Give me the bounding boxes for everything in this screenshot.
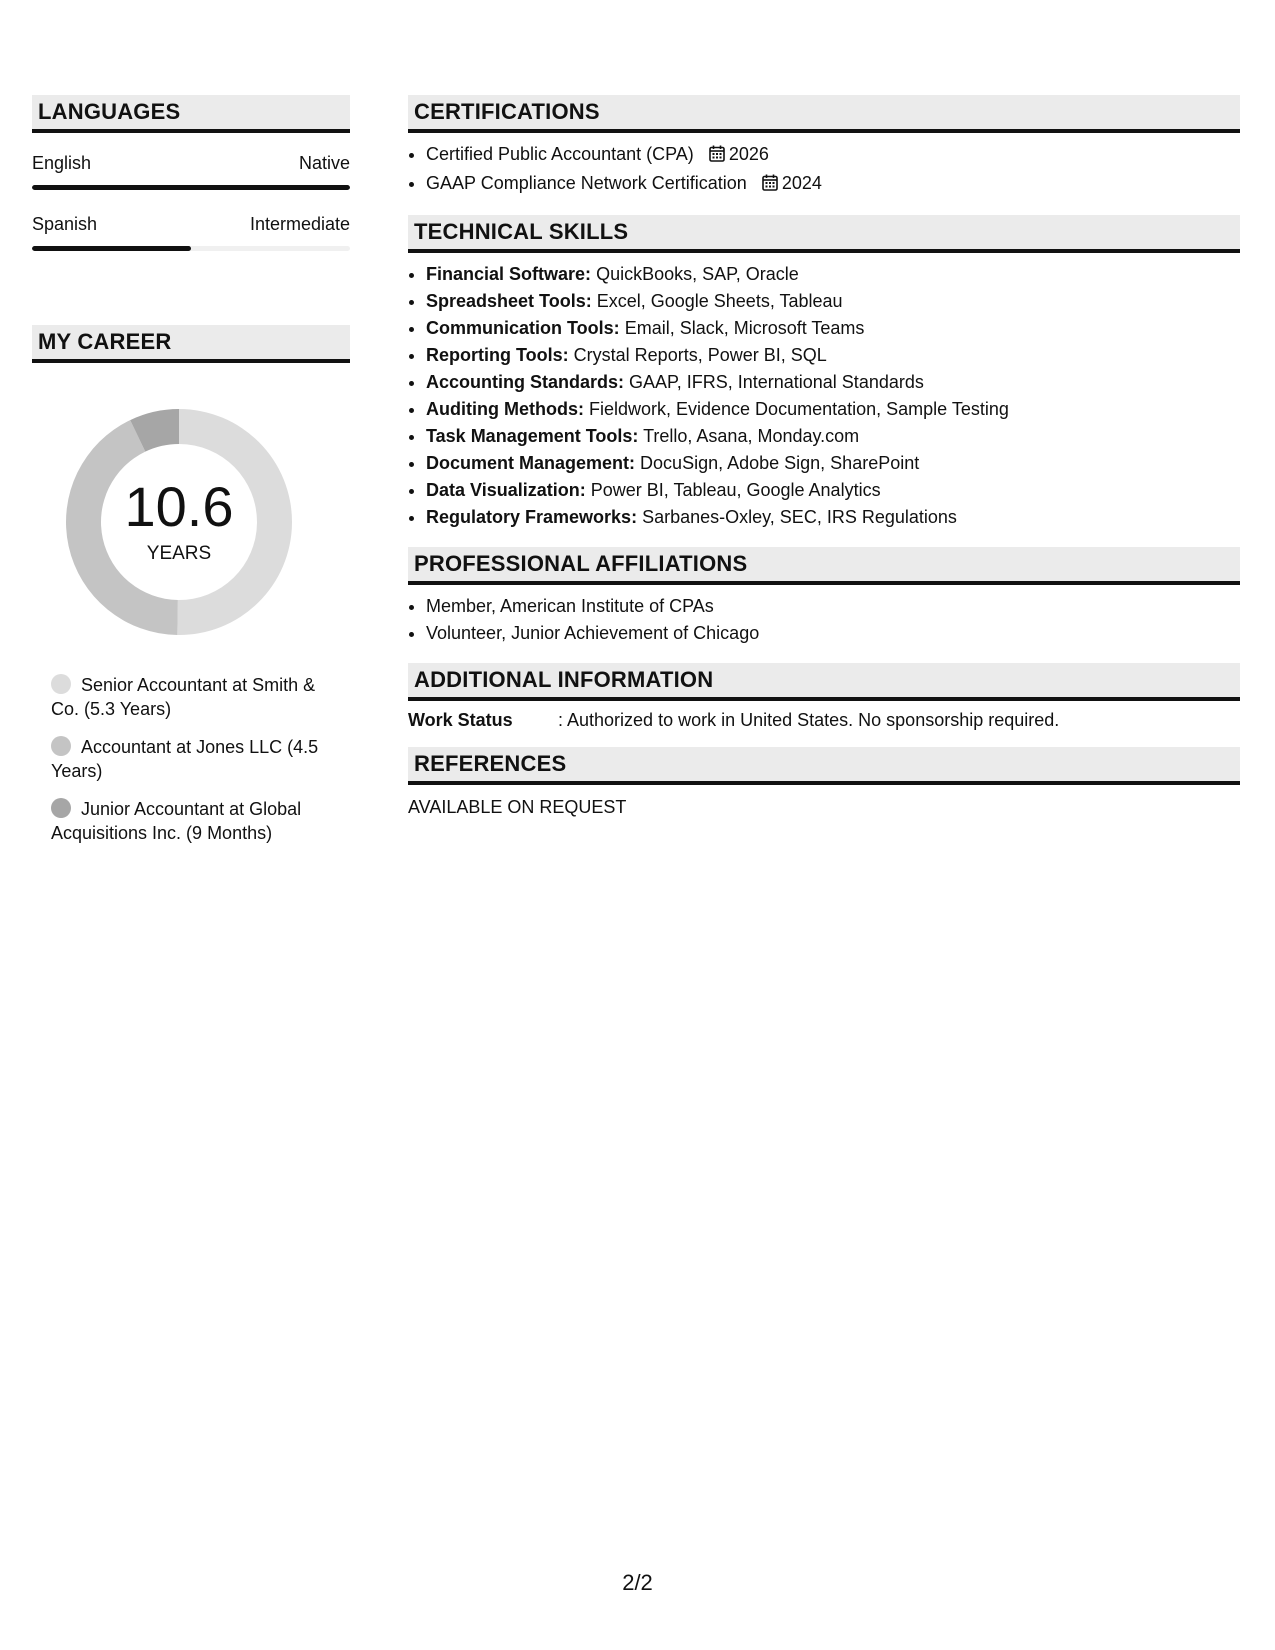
references-text: AVAILABLE ON REQUEST: [408, 797, 627, 817]
certification-name: Certified Public Accountant (CPA): [426, 144, 694, 164]
page-number: 2/2: [622, 1570, 653, 1595]
language-proficiency-bar: [32, 246, 350, 251]
skill-label: Data Visualization:: [426, 480, 586, 500]
certification-item: [426, 141, 1240, 170]
affiliation-item: • Volunteer, Junior Achievement of Chicago: [426, 620, 1240, 647]
certification-year: 2024: [781, 173, 822, 193]
skill-value: Crystal Reports, Power BI, SQL: [573, 345, 827, 365]
skill-value: Fieldwork, Evidence Documentation, Sample Testing: [588, 399, 1009, 419]
skill-item: [426, 261, 1240, 288]
skill-label: Regulatory Frameworks:: [426, 507, 638, 527]
career-header: MY CAREER: [32, 325, 350, 363]
career-role-label: Senior Accountant at Smith & Co. (5.3 Years): [51, 675, 316, 719]
skill-item: [426, 369, 1240, 396]
certifications-list: [408, 141, 1240, 199]
work-status-row: [408, 710, 1240, 731]
languages-list: [32, 153, 350, 251]
certifications-header: CERTIFICATIONS: [408, 95, 1240, 133]
affiliations-list: [408, 593, 1240, 647]
legend-swatch-icon: [51, 736, 71, 756]
skill-label: Document Management:: [426, 453, 636, 473]
skill-item: [426, 315, 1240, 342]
skill-item: [426, 342, 1240, 369]
calendar-icon: [762, 172, 778, 199]
language-level: Native: [298, 153, 350, 173]
skill-item: [426, 450, 1240, 477]
additional-info-header: ADDITIONAL INFORMATION: [408, 663, 1240, 701]
technical-skills-list: [408, 261, 1240, 531]
references-header: REFERENCES: [408, 747, 1240, 785]
skill-item: [426, 396, 1240, 423]
career-legend-item: [51, 797, 336, 845]
skill-label: Reporting Tools:: [426, 345, 569, 365]
language-proficiency-fill: [32, 246, 191, 251]
affiliations-header: PROFESSIONAL AFFILIATIONS: [408, 547, 1240, 585]
career-legend: [51, 673, 350, 845]
left-column: [32, 95, 350, 859]
language-name: English: [32, 153, 92, 173]
work-status-label: Work Status: [408, 710, 513, 730]
calendar-icon: [709, 143, 725, 170]
skill-value: Trello, Asana, Monday.com: [643, 426, 860, 446]
skill-label: Accounting Standards:: [426, 372, 625, 392]
language-level: Intermediate: [249, 214, 350, 234]
certification-year: 2026: [728, 144, 769, 164]
skill-label: Task Management Tools:: [426, 426, 639, 446]
skill-item: [426, 477, 1240, 504]
career-legend-item: [51, 673, 336, 721]
language-item: [32, 214, 350, 251]
legend-swatch-icon: [51, 798, 71, 818]
career-donut-chart: [64, 407, 294, 637]
career-total-unit: YEARS: [146, 543, 212, 564]
technical-skills-header: TECHNICAL SKILLS: [408, 215, 1240, 253]
career-role-label: Junior Accountant at Global Acquisitions Inc. (9 Months): [51, 799, 302, 843]
skill-value: GAAP, IFRS, International Standards: [629, 372, 924, 392]
skill-label: Spreadsheet Tools:: [426, 291, 592, 311]
skill-label: Financial Software:: [426, 264, 592, 284]
legend-swatch-icon: [51, 674, 71, 694]
skill-value: DocuSign, Adobe Sign, SharePoint: [640, 453, 920, 473]
skill-item: [426, 423, 1240, 450]
skill-value: Sarbanes-Oxley, SEC, IRS Regulations: [642, 507, 957, 527]
skill-item: [426, 504, 1240, 531]
certification-item: [426, 170, 1240, 199]
skill-item: [426, 288, 1240, 315]
skill-value: Email, Slack, Microsoft Teams: [624, 318, 865, 338]
language-item: [32, 153, 350, 190]
career-legend-item: [51, 735, 336, 783]
career-role-label: Accountant at Jones LLC (4.5 Years): [51, 737, 319, 781]
languages-header: LANGUAGES: [32, 95, 350, 133]
work-status-value: : Authorized to work in United States. No sponsorship required.: [558, 710, 1060, 730]
skill-label: Communication Tools:: [426, 318, 620, 338]
affiliation-item: • Member, American Institute of CPAs: [426, 593, 1240, 620]
right-column: [408, 95, 1240, 818]
skill-label: Auditing Methods:: [426, 399, 584, 419]
skill-value: QuickBooks, SAP, Oracle: [596, 264, 799, 284]
skill-value: Excel, Google Sheets, Tableau: [596, 291, 843, 311]
skill-value: Power BI, Tableau, Google Analytics: [590, 480, 881, 500]
certification-name: GAAP Compliance Network Certification: [426, 173, 747, 193]
career-total-years: 10.6: [124, 475, 234, 538]
language-proficiency-fill: [32, 185, 350, 190]
language-name: Spanish: [32, 214, 98, 234]
language-proficiency-bar: [32, 185, 350, 190]
